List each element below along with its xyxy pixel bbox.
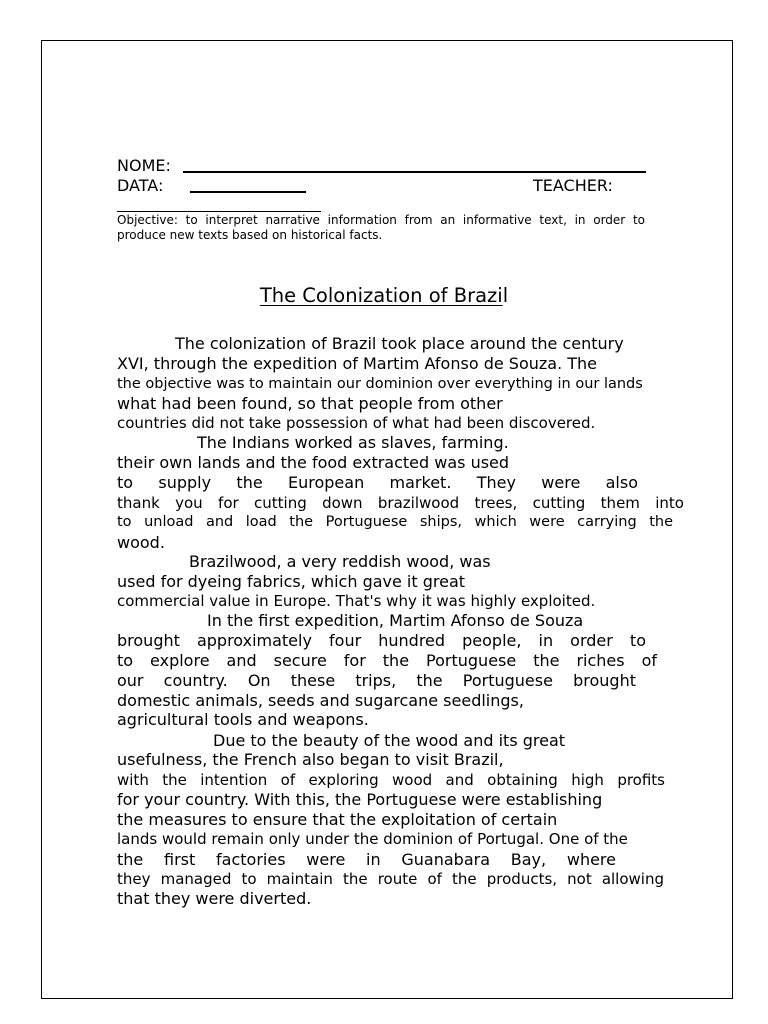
- body-line: countries did not take possession of what had been discovered.: [117, 414, 596, 432]
- teacher-label: TEACHER:: [533, 176, 613, 195]
- body-line: that they were diverted.: [117, 889, 312, 908]
- body-line: with the intention of exploring wood and obtaining high profits: [117, 771, 665, 789]
- body-line: usefulness, the French also began to visit Brazil,: [117, 750, 504, 769]
- document-title: [0, 284, 768, 308]
- body-line: XVI, through the expedition of Martim Afonso de Souza. The: [117, 354, 597, 373]
- body-line: our country. On these trips, the Portuguese brought: [117, 671, 636, 690]
- objective-text: Objective: to interpret narrative information from an informative text, in order to produce new texts based on historical facts.: [117, 213, 645, 242]
- body-line: thank you for cutting down brazilwood trees, cutting them into: [117, 494, 684, 512]
- body-line: wood.: [117, 533, 165, 552]
- body-line: the objective was to maintain our dominion over everything in our lands: [117, 376, 643, 392]
- body-line: to unload and load the Portuguese ships, which were carrying the: [117, 514, 673, 530]
- body-line: Brazilwood, a very reddish wood, was: [189, 552, 491, 571]
- body-line: In the first expedition, Martim Afonso de Souza: [207, 611, 584, 630]
- body-line: the first factories were in Guanabara Bay, where: [117, 850, 616, 869]
- body-line: for your country. With this, the Portuguese were establishing: [117, 790, 603, 809]
- body-line: domestic animals, seeds and sugarcane seedlings,: [117, 691, 524, 710]
- body-line: used for dyeing fabrics, which gave it great: [117, 572, 466, 591]
- nome-field-line[interactable]: [183, 171, 646, 173]
- data-field-line[interactable]: [190, 191, 306, 193]
- body-line: what had been found, so that people from other: [117, 394, 503, 413]
- title-tail: l: [502, 284, 509, 307]
- nome-label: NOME:: [117, 156, 171, 175]
- body-line: the measures to ensure that the exploitation of certain: [117, 810, 558, 829]
- body-line: to supply the European market. They were also: [117, 473, 638, 492]
- teacher-field-line[interactable]: [117, 211, 321, 212]
- body-line: they managed to maintain the route of the products, not allowing: [117, 870, 664, 888]
- data-label: DATA:: [117, 176, 164, 195]
- body-line: The colonization of Brazil took place around the century: [175, 334, 624, 353]
- body-line: brought approximately four hundred people, in order to: [117, 631, 646, 650]
- body-line: The Indians worked as slaves, farming.: [197, 433, 509, 452]
- title-underlined: The Colonization of Brazi: [259, 284, 503, 307]
- body-line: lands would remain only under the dominion of Portugal. One of the: [117, 830, 628, 848]
- body-line: agricultural tools and weapons.: [117, 710, 369, 729]
- body-line: their own lands and the food extracted was used: [117, 453, 510, 472]
- body-line: Due to the beauty of the wood and its great: [213, 731, 566, 750]
- body-line: commercial value in Europe. That's why it was highly exploited.: [117, 592, 596, 610]
- body-line: to explore and secure for the Portuguese the riches of: [117, 651, 657, 670]
